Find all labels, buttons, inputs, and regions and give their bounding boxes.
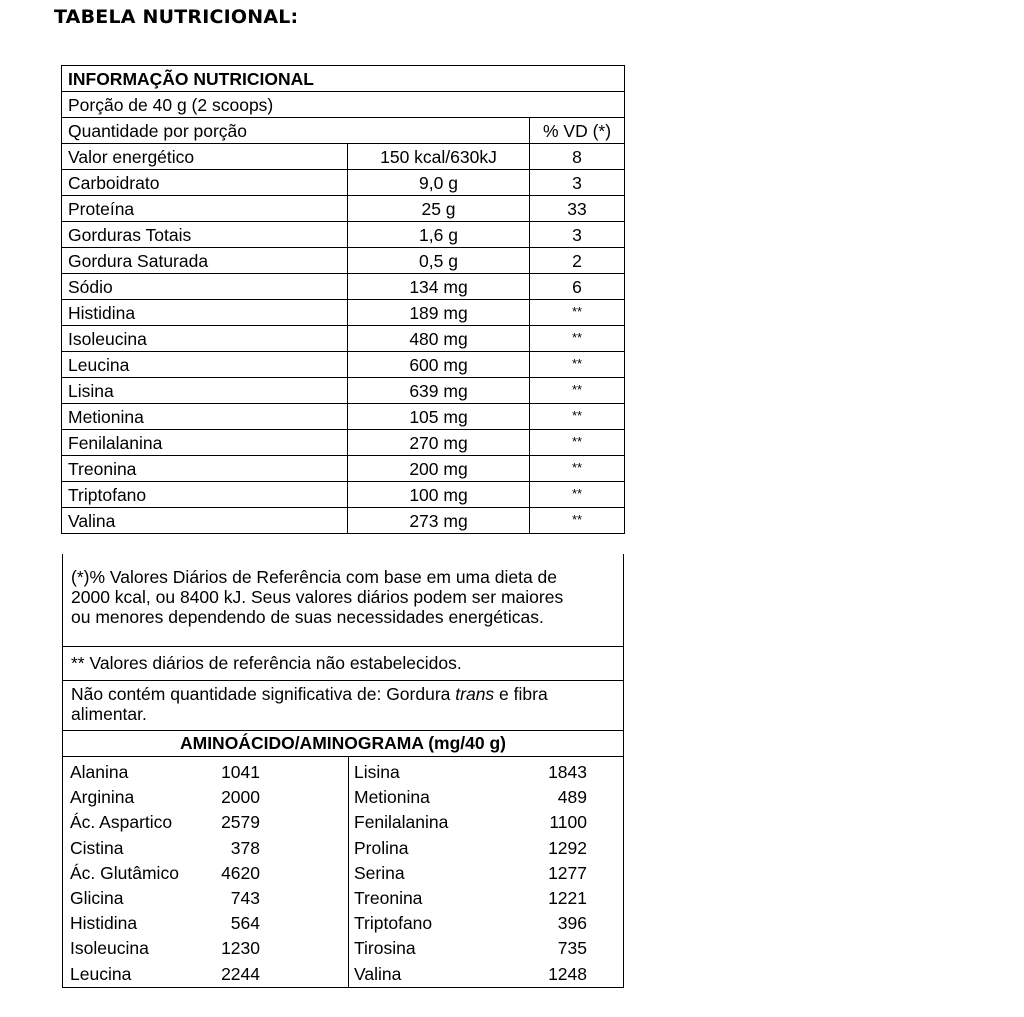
vd-stars: **: [571, 459, 583, 475]
amino-acid-name: Fenilalanina: [354, 812, 449, 833]
amino-acid-value: 1041: [221, 762, 260, 782]
aminogram-row: [63, 810, 348, 835]
amino-acid-value: 743: [230, 887, 260, 908]
nutrition-facts-table: [61, 65, 625, 534]
nutrient-amount: 189 mg: [348, 300, 530, 326]
amino-acid-value: 1230: [221, 938, 260, 959]
nutrient-amount: 639 mg: [348, 378, 530, 404]
amino-acid-name: Serina: [354, 862, 405, 883]
aminogram-row: [63, 962, 348, 987]
nutrient-amount: 134 mg: [348, 274, 530, 300]
nutrient-amount: 200 mg: [348, 456, 530, 482]
aminogram-row: [63, 861, 348, 886]
nutrient-vd: [530, 430, 625, 456]
table-row: [62, 274, 625, 300]
nutrient-vd: [530, 456, 625, 482]
aminogram-row: [63, 936, 348, 961]
aminogram-row: [63, 911, 348, 936]
nutrient-amount: 100 mg: [348, 482, 530, 508]
nutrient-amount: 1,6 g: [348, 222, 530, 248]
vd-stars: **: [571, 355, 583, 371]
nutrient-amount: 150 kcal/630kJ: [348, 144, 530, 170]
trans-note-line2: alimentar.: [71, 704, 147, 724]
aminogram-row: [349, 861, 622, 886]
amino-acid-value: 378: [230, 837, 260, 858]
nutrient-vd: 33: [530, 196, 625, 222]
vd-stars: **: [571, 433, 583, 449]
nutrient-amount: 0,5 g: [348, 248, 530, 274]
aminogram-row: [349, 911, 622, 936]
aminogram-row: [63, 886, 348, 911]
amino-acid-value: 2000: [221, 787, 260, 808]
nutrient-vd: [530, 378, 625, 404]
amino-acid-name: Isoleucina: [70, 938, 149, 959]
nutrient-name: Treonina: [62, 456, 348, 482]
vd-footnote-line: ou menores dependendo de suas necessidades energéticas.: [71, 607, 544, 627]
table-row: [62, 170, 625, 196]
amino-acid-value: 396: [557, 913, 587, 934]
table-title-row: [62, 66, 625, 92]
table-row: [62, 456, 625, 482]
stars-footnote: ** Valores diários de referência não estabelecidos.: [62, 646, 624, 680]
nutrient-amount: 273 mg: [348, 508, 530, 534]
vd-footnote: [62, 554, 624, 646]
amino-acid-value: 1277: [548, 862, 587, 883]
nutrient-vd: [530, 352, 625, 378]
nutrient-vd: 8: [530, 144, 625, 170]
nutrient-name: Leucina: [62, 352, 348, 378]
aminogram-grid: [62, 757, 624, 988]
nutrient-amount: 480 mg: [348, 326, 530, 352]
vd-stars: **: [571, 329, 583, 345]
amino-acid-value: 2244: [221, 963, 260, 984]
nutrient-name: Carboidrato: [62, 170, 348, 196]
aminogram-row: [349, 836, 622, 861]
nutrient-name: Sódio: [62, 274, 348, 300]
amino-acid-value: 1221: [548, 887, 587, 908]
nutrient-name: Triptofano: [62, 482, 348, 508]
amino-acid-value: 1248: [548, 963, 587, 984]
aminogram-row: [349, 810, 622, 835]
trans-note-suffix: e fibra: [494, 684, 548, 704]
amino-acid-name: Ác. Aspartico: [70, 812, 173, 833]
nutrient-amount: 270 mg: [348, 430, 530, 456]
aminogram-row: [349, 936, 622, 961]
trans-note-italic: trans: [455, 684, 495, 704]
table-row: [62, 430, 625, 456]
nutrient-vd: 3: [530, 222, 625, 248]
table-row: [62, 404, 625, 430]
table-row: [62, 300, 625, 326]
header-row: [62, 118, 625, 144]
nutrient-name: Valor energético: [62, 144, 348, 170]
nutrient-name: Valina: [62, 508, 348, 534]
nutrient-vd: [530, 508, 625, 534]
table-row: [62, 482, 625, 508]
amino-acid-name: Ác. Glutâmico: [70, 862, 179, 883]
amino-acid-value: 735: [557, 938, 587, 959]
portion-row: [62, 92, 625, 118]
nutrient-vd: [530, 482, 625, 508]
table-row: [62, 222, 625, 248]
table-row: [62, 378, 625, 404]
notes-block: [62, 554, 624, 988]
aminogram-row: [349, 962, 622, 987]
amino-acid-name: Metionina: [354, 787, 430, 808]
nutrient-vd: 2: [530, 248, 625, 274]
amino-acid-name: Histidina: [70, 913, 138, 934]
table-row: [62, 352, 625, 378]
trans-note-line: [71, 684, 615, 704]
nutrient-amount: 600 mg: [348, 352, 530, 378]
amino-acid-value: 4620: [221, 862, 260, 883]
table-row: [62, 144, 625, 170]
aminogram-right-column: [349, 757, 622, 987]
vd-stars: **: [571, 303, 583, 319]
vd-header: % VD (*): [530, 118, 625, 144]
nutrient-name: Fenilalanina: [62, 430, 348, 456]
amino-acid-name: Alanina: [70, 762, 129, 782]
nutrient-vd: [530, 404, 625, 430]
nutrient-amount: 25 g: [348, 196, 530, 222]
trans-fat-note: [62, 680, 624, 731]
vd-stars: **: [571, 407, 583, 423]
amino-acid-value: 1843: [548, 762, 587, 782]
amino-acid-value: 564: [230, 913, 260, 934]
aminogram-row: [349, 785, 622, 810]
nutrient-amount: 105 mg: [348, 404, 530, 430]
nutrient-name: Proteína: [62, 196, 348, 222]
quantity-header: Quantidade por porção: [62, 118, 530, 144]
amino-acid-value: 489: [557, 787, 587, 808]
vd-stars: **: [571, 511, 583, 527]
amino-acid-value: 1100: [549, 812, 587, 833]
trans-note-prefix: Não contém quantidade significativa de: Gordura: [71, 684, 456, 704]
aminogram-row: [349, 760, 622, 785]
nutrient-name: Gorduras Totais: [62, 222, 348, 248]
amino-acid-name: Leucina: [70, 963, 132, 984]
table-title: INFORMAÇÃO NUTRICIONAL: [62, 66, 625, 92]
nutrient-name: Gordura Saturada: [62, 248, 348, 274]
table-row: [62, 326, 625, 352]
amino-acid-name: Valina: [354, 963, 402, 984]
vd-footnote-line: 2000 kcal, ou 8400 kJ. Seus valores diários podem ser maiores: [71, 587, 564, 607]
nutrient-vd: 3: [530, 170, 625, 196]
amino-acid-name: Treonina: [354, 887, 423, 908]
amino-acid-name: Tirosina: [354, 938, 416, 959]
amino-acid-name: Glicina: [70, 887, 124, 908]
table-row: [62, 508, 625, 534]
amino-acid-name: Prolina: [354, 837, 409, 858]
nutrient-vd: [530, 326, 625, 352]
vd-footnote-line: (*)% Valores Diários de Referência com base em uma dieta de: [71, 567, 558, 587]
amino-acid-name: Arginina: [70, 787, 135, 808]
nutrient-amount: 9,0 g: [348, 170, 530, 196]
aminogram-row: [63, 785, 348, 810]
vd-stars: **: [571, 381, 583, 397]
nutrient-name: Isoleucina: [62, 326, 348, 352]
amino-acid-name: Lisina: [354, 762, 400, 782]
table-row: [62, 196, 625, 222]
amino-acid-value: 1292: [548, 837, 587, 858]
aminogram-left-column: [63, 757, 349, 987]
aminogram-row: [63, 760, 348, 785]
aminogram-row: [349, 886, 622, 911]
page-title: TABELA NUTRICIONAL:: [54, 6, 299, 28]
nutrient-vd: 6: [530, 274, 625, 300]
nutrient-name: Histidina: [62, 300, 348, 326]
aminogram-row: [63, 836, 348, 861]
vd-stars: **: [571, 485, 583, 501]
amino-acid-name: Triptofano: [354, 913, 433, 934]
table-row: [62, 248, 625, 274]
aminogram-title: AMINOÁCIDO/AMINOGRAMA (mg/40 g): [62, 731, 624, 757]
portion-label: Porção de 40 g (2 scoops): [62, 92, 625, 118]
amino-acid-name: Cistina: [70, 837, 124, 858]
amino-acid-value: 2579: [221, 812, 260, 833]
nutrient-name: Metionina: [62, 404, 348, 430]
nutrient-vd: [530, 300, 625, 326]
nutrient-name: Lisina: [62, 378, 348, 404]
